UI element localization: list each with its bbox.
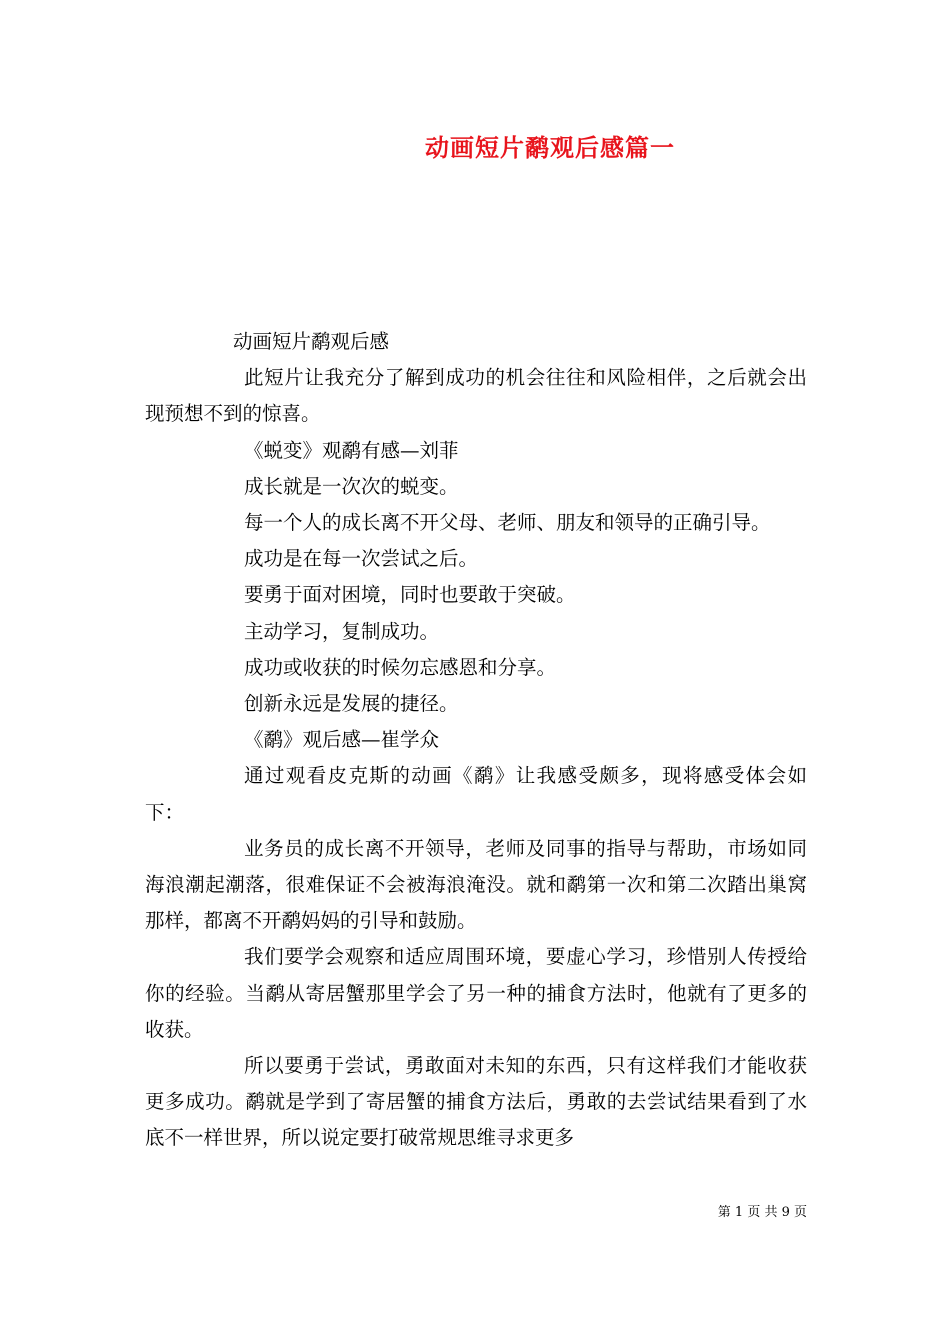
- paragraph: 所以要勇于尝试，勇敢面对未知的东西，只有这样我们才能收获更多成功。鹬就是学到了寄居蟹的捕食方法后，勇敢的去尝试结果看到了水底不一样世界，所以说定要打破常规思维寻求更多: [145, 1054, 807, 1150]
- section-heading: 《蜕变》观鹬有感—刘菲: [244, 438, 459, 462]
- paragraph: 此短片让我充分了解到成功的机会往往和风险相伴，之后就会出现预想不到的惊喜。: [145, 366, 807, 426]
- paragraph: 我们要学会观察和适应周围环境，要虚心学习，珍惜别人传授给你的经验。当鹬从寄居蟹那里学会了另一种的捕食方法时，他就有了更多的收获。: [145, 945, 807, 1041]
- paragraph: 创新永远是发展的捷径。: [244, 692, 459, 716]
- paragraph: 通过观看皮克斯的动画《鹬》让我感受颇多，现将感受体会如下：: [145, 764, 807, 824]
- paragraph: 成功是在每一次尝试之后。: [244, 547, 479, 571]
- paragraph: 成长就是一次次的蜕变。: [244, 474, 459, 498]
- page-number: [700, 1204, 807, 1222]
- document-body: [145, 324, 807, 1157]
- paragraph: 每一个人的成长离不开父母、老师、朋友和领导的正确引导。: [244, 511, 771, 535]
- document-title: 动画短片鹬观后感篇一: [425, 133, 675, 162]
- paragraph: 业务员的成长离不开领导，老师及同事的指导与帮助，市场如同海浪潮起潮落，很难保证不会被海浪淹没。就和鹬第一次和第二次踏出巢窝那样，都离不开鹬妈妈的引导和鼓励。: [145, 836, 807, 933]
- section-heading: 《鹬》观后感—崔学众: [244, 728, 440, 752]
- paragraph: 主动学习，复制成功。: [244, 619, 440, 643]
- paragraph: 要勇于面对困境，同时也要敢于突破。: [244, 583, 576, 607]
- page-number-label: 第 1 页 共 9 页: [717, 1205, 807, 1220]
- document-subtitle: 动画短片鹬观后感: [233, 330, 390, 353]
- paragraph: 成功或收获的时候勿忘感恩和分享。: [244, 655, 557, 679]
